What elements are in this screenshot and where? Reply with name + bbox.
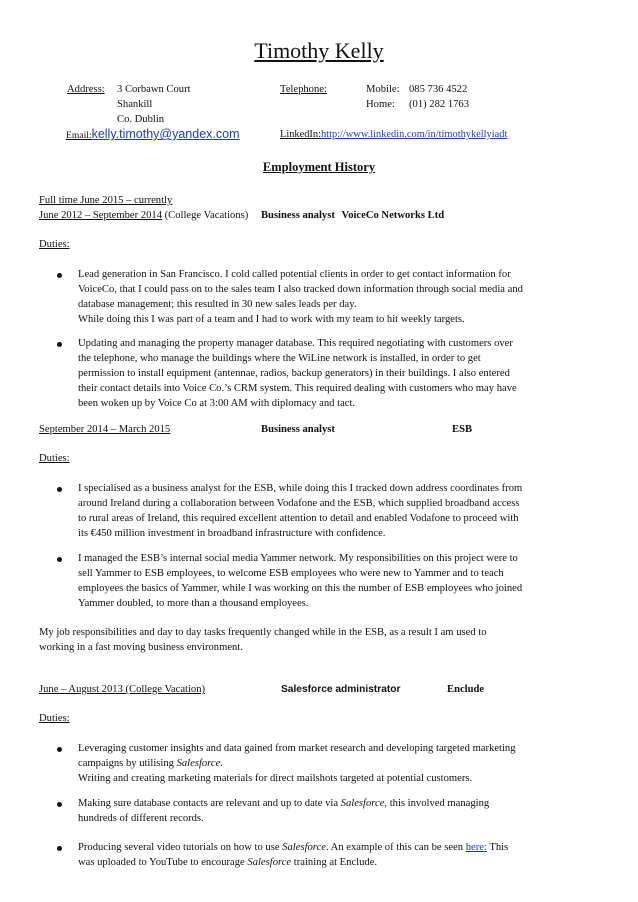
bullet-line: was uploaded to YouTube to encourage Salesforce training at Enclude. — [78, 857, 378, 868]
linkedin-link[interactable]: http://www.linkedin.com/in/timothykellyiadt — [320, 129, 508, 140]
job1-dates-line2-row — [39, 208, 444, 223]
home-label: Home: — [366, 99, 395, 110]
bullet-line: been woken up by Voice Co at 3:00 AM with diplomacy and tact. — [78, 398, 356, 409]
email-link[interactable]: kelly.timothy@yandex.com — [91, 127, 240, 141]
bullet-icon — [57, 342, 62, 347]
job3-role: Salesforce administrator — [281, 684, 401, 695]
linkedin-label: LinkedIn: — [280, 129, 321, 140]
address-line-1: 3 Corbawn Court — [117, 84, 191, 95]
job1-dates-note: (College Vacations) — [164, 210, 249, 221]
job3-bullet-1 — [78, 741, 600, 786]
resume-name: Timothy Kelly — [254, 38, 384, 63]
job3-duties-label: Duties: — [39, 713, 70, 724]
job2-duties-label: Duties: — [39, 453, 70, 464]
bullet-line: I managed the ESB’s internal social media Yammer network. My responsibilities on this project were to — [78, 553, 518, 564]
bullet-line: the telephone, who manage the buildings where the WiLine network is installed, in order to get — [78, 353, 481, 364]
bullet-line: VoiceCo, that I could pass on to the sales team I also tracked down information through social media and — [78, 284, 523, 295]
job3-bullet-2 — [78, 796, 600, 826]
job1-duties-label: Duties: — [39, 239, 70, 250]
job1-company: VoiceCo Networks Ltd — [341, 210, 445, 221]
mobile-label: Mobile: — [366, 84, 400, 95]
job3-company: Enclude — [447, 684, 485, 695]
summary-line: My job responsibilities and day to day tasks frequently changed while in the ESB, as a result I am used to — [39, 627, 487, 638]
job2-bullet-2 — [78, 551, 600, 611]
bullet-line: to rural areas of Ireland, this required excellent attention to detail and enabled Vodafone to proceed with — [78, 513, 519, 524]
bullet-line: Making sure database contacts are relevant and up to date via Salesforce, this involved managing — [78, 798, 490, 809]
linkedin-row — [280, 127, 507, 142]
job1-bullet-2 — [78, 336, 600, 411]
job2-summary — [39, 625, 599, 655]
email-row — [66, 127, 240, 143]
bullet-line: hundreds of different records. — [78, 813, 204, 824]
bullet-line: employees the basics of Yammer, while I was working on this the number of ESB employees who joined — [78, 583, 523, 594]
job1-bullet-1 — [78, 267, 600, 327]
address-line-2: Shankill — [117, 99, 153, 110]
job1-dates: June 2012 – September 2014 — [39, 210, 162, 221]
bullet-icon — [57, 846, 62, 851]
job2-role: Business analyst — [261, 424, 335, 435]
job3-dates: June – August 2013 (College Vacation) — [39, 684, 206, 695]
address-line-3: Co. Dublin — [117, 114, 165, 125]
bullet-line: While doing this I was part of a team and I had to work with my team to hit weekly targets. — [78, 314, 465, 325]
bullet-line: Writing and creating marketing materials for direct mailshots targeted at potential customers. — [78, 773, 473, 784]
bullet-line: database management; this resulted in 30 new sales leads per day. — [78, 299, 357, 310]
bullet-line: campaigns by utilising Salesforce. — [78, 758, 223, 769]
job2-company: ESB — [452, 424, 473, 435]
bullet-line: its €450 million investment in broadband infrastructure with confidence. — [78, 528, 386, 539]
summary-line: working in a fast moving business environment. — [39, 642, 243, 653]
bullet-line: Leveraging customer insights and data gained from market research and developing targeted marketing — [78, 743, 516, 754]
email-label: Email: — [66, 130, 92, 141]
bullet-icon — [57, 487, 62, 492]
bullet-icon — [57, 557, 62, 562]
bullet-line: sell Yammer to ESB employees, to welcome ESB employees who were new to Yammer and to teach — [78, 568, 504, 579]
bullet-line: Yammer doubled, to more than a thousand employees. — [78, 598, 309, 609]
job1-role: Business analyst — [260, 210, 335, 221]
mobile-number: 085 736 4522 — [409, 84, 468, 95]
home-number: (01) 282 1763 — [409, 99, 470, 110]
job1-dates-line1: Full time June 2015 – currently — [39, 195, 173, 206]
video-tutorial-link[interactable]: here: — [465, 842, 487, 853]
bullet-line: Updating and managing the property manager database. This required negotiating with customers over — [78, 338, 513, 349]
bullet-line: their contact details into Voice Co.’s CRM system. This required dealing with customers who may have — [78, 383, 517, 394]
bullet-line: I specialised as a business analyst for the ESB, while doing this I tracked down address coordinates from — [78, 483, 523, 494]
bullet-icon — [57, 273, 62, 278]
job3-bullet-3 — [78, 840, 600, 870]
section-title-employment-history: Employment History — [262, 160, 376, 174]
bullet-line: permission to install equipment (antennae, radios, backup generators) in their buildings. I also entered — [78, 368, 510, 379]
bullet-icon — [57, 747, 62, 752]
telephone-label: Telephone: — [280, 84, 327, 95]
bullet-line: Lead generation in San Francisco. I cold called potential clients in order to get contact information for — [78, 269, 511, 280]
bullet-icon — [57, 802, 62, 807]
address-label: Address: — [67, 84, 105, 95]
job2-bullet-1 — [78, 481, 600, 541]
job2-dates: September 2014 – March 2015 — [39, 424, 171, 435]
bullet-line: around Ireland during a collaboration between Vodafone and the ESB, which supplied broadband access — [78, 498, 520, 509]
bullet-line: Producing several video tutorials on how to use Salesforce. An example of this can be seen here: This — [78, 842, 509, 853]
